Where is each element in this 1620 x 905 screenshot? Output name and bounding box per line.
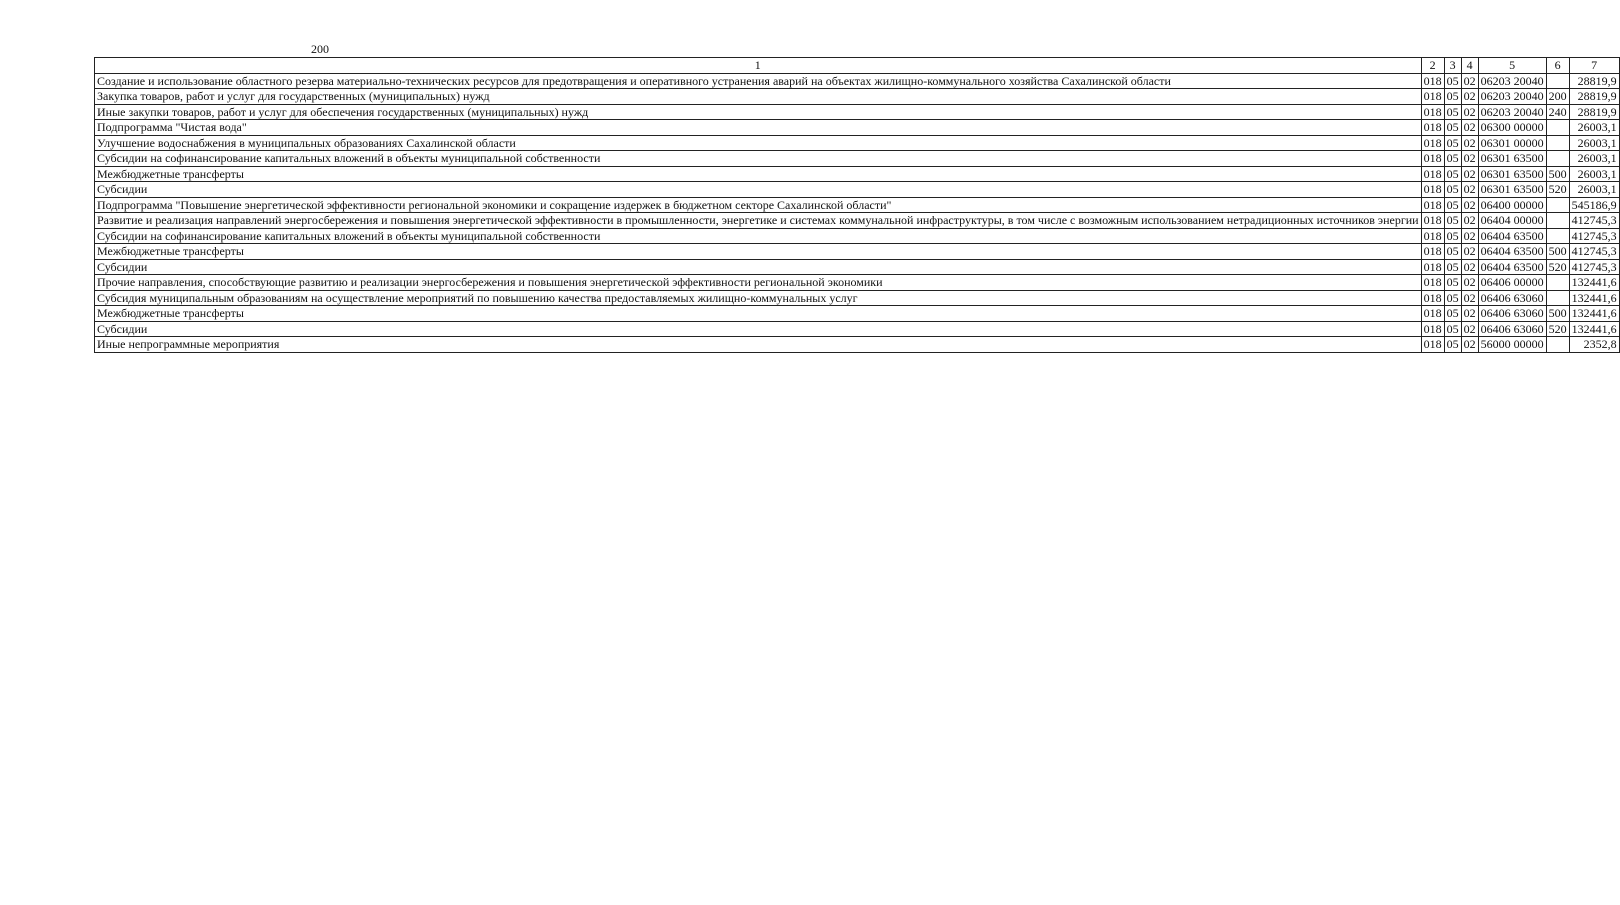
row-code-ministry: 018 [1421,244,1444,260]
table-row [95,259,1620,275]
table-row [95,182,1620,198]
table-row [95,120,1620,136]
row-amount: 26003,1 [1569,151,1619,167]
row-code-ministry: 018 [1421,228,1444,244]
table-row [95,290,1620,306]
row-name: Субсидии [95,321,1422,337]
row-code-target: 06406 63060 [1478,321,1546,337]
row-amount: 28819,9 [1569,73,1619,89]
table-row [95,306,1620,322]
row-code-subsection: 02 [1461,89,1478,105]
page-number: 200 [311,42,329,56]
row-code-ministry: 018 [1421,213,1444,229]
row-amount: 2352,8 [1569,337,1619,353]
row-name: Межбюджетные трансферты [95,306,1422,322]
budget-table [94,57,1620,353]
table-row [95,321,1620,337]
row-amount: 26003,1 [1569,166,1619,182]
row-code-ministry: 018 [1421,73,1444,89]
row-name: Подпрограмма "Чистая вода" [95,120,1422,136]
table-row [95,151,1620,167]
row-code-subsection: 02 [1461,275,1478,291]
row-code-section: 05 [1444,259,1461,275]
row-amount: 545186,9 [1569,197,1619,213]
row-code-ministry: 018 [1421,337,1444,353]
row-name: Субсидии на софинансирование капитальных вложений в объекты муниципальной собственности [95,228,1422,244]
row-code-subsection: 02 [1461,244,1478,260]
row-code-expense-type: 520 [1546,259,1569,275]
row-amount: 412745,3 [1569,244,1619,260]
table-row [95,104,1620,120]
row-code-ministry: 018 [1421,135,1444,151]
row-amount: 26003,1 [1569,182,1619,198]
row-code-section: 05 [1444,73,1461,89]
row-code-section: 05 [1444,135,1461,151]
row-code-section: 05 [1444,120,1461,136]
row-name: Субсидия муниципальным образованиям на осуществление мероприятий по повышению качества предоставляемых жилищно-коммунальных услуг [95,290,1422,306]
header-col-6: 6 [1546,58,1569,74]
row-code-ministry: 018 [1421,104,1444,120]
row-code-section: 05 [1444,306,1461,322]
row-code-section: 05 [1444,89,1461,105]
row-code-subsection: 02 [1461,73,1478,89]
row-name: Субсидии на софинансирование капитальных вложений в объекты муниципальной собственности [95,151,1422,167]
row-amount: 132441,6 [1569,321,1619,337]
row-code-target: 06406 00000 [1478,275,1546,291]
row-code-target: 06203 20040 [1478,89,1546,105]
header-row [95,58,1620,74]
row-name: Прочие направления, способствующие развитию и реализации энергосбережения и повышения энергетической эффективности региональной экономики [95,275,1422,291]
row-code-target: 06406 63060 [1478,306,1546,322]
row-code-subsection: 02 [1461,259,1478,275]
header-col-3: 3 [1444,58,1461,74]
table-body [95,73,1620,352]
row-code-subsection: 02 [1461,290,1478,306]
row-code-expense-type: 500 [1546,244,1569,260]
row-code-section: 05 [1444,104,1461,120]
row-code-section: 05 [1444,337,1461,353]
row-code-ministry: 018 [1421,166,1444,182]
row-code-target: 06406 63060 [1478,290,1546,306]
row-code-subsection: 02 [1461,104,1478,120]
row-code-expense-type [1546,135,1569,151]
row-code-section: 05 [1444,244,1461,260]
row-name: Иные непрограммные мероприятия [95,337,1422,353]
row-code-ministry: 018 [1421,321,1444,337]
row-amount: 412745,3 [1569,259,1619,275]
row-name: Субсидии [95,182,1422,198]
row-code-ministry: 018 [1421,259,1444,275]
table-row [95,275,1620,291]
row-code-target: 06404 63500 [1478,228,1546,244]
row-amount: 132441,6 [1569,275,1619,291]
row-code-section: 05 [1444,321,1461,337]
table-row [95,197,1620,213]
row-code-subsection: 02 [1461,337,1478,353]
table-row [95,244,1620,260]
header-col-5: 5 [1478,58,1546,74]
row-name: Развитие и реализация направлений энергосбережения и повышения энергетической эффективности в промышленности, энергетике и системах коммунальной инфраструктуры, в том числе с возможным использованием нетрадиционных источников энергии [95,213,1422,229]
row-code-section: 05 [1444,197,1461,213]
row-code-subsection: 02 [1461,321,1478,337]
table-row [95,89,1620,105]
table-row [95,166,1620,182]
row-code-ministry: 018 [1421,89,1444,105]
row-code-ministry: 018 [1421,182,1444,198]
row-code-expense-type: 200 [1546,89,1569,105]
row-code-expense-type [1546,275,1569,291]
row-code-expense-type: 500 [1546,306,1569,322]
row-code-subsection: 02 [1461,306,1478,322]
row-amount: 412745,3 [1569,228,1619,244]
row-code-subsection: 02 [1461,182,1478,198]
row-name: Межбюджетные трансферты [95,166,1422,182]
row-code-target: 06301 00000 [1478,135,1546,151]
row-code-subsection: 02 [1461,228,1478,244]
row-code-expense-type: 520 [1546,321,1569,337]
table-row [95,213,1620,229]
row-code-ministry: 018 [1421,197,1444,213]
row-code-subsection: 02 [1461,166,1478,182]
row-code-target: 06400 00000 [1478,197,1546,213]
row-code-section: 05 [1444,275,1461,291]
row-code-subsection: 02 [1461,135,1478,151]
row-name: Иные закупки товаров, работ и услуг для обеспечения государственных (муниципальных) нужд [95,104,1422,120]
row-code-subsection: 02 [1461,151,1478,167]
row-code-expense-type: 520 [1546,182,1569,198]
row-name: Создание и использование областного резерва материально-технических ресурсов для предотвращения и оперативного устранения аварий на объектах жилищно-коммунального хозяйства Сахалинской области [95,73,1422,89]
header-col-7: 7 [1569,58,1619,74]
row-code-target: 06404 00000 [1478,213,1546,229]
table-row [95,337,1620,353]
row-code-expense-type [1546,228,1569,244]
row-code-section: 05 [1444,290,1461,306]
row-code-ministry: 018 [1421,306,1444,322]
row-code-expense-type [1546,197,1569,213]
row-code-expense-type [1546,120,1569,136]
row-code-target: 06203 20040 [1478,104,1546,120]
row-code-section: 05 [1444,228,1461,244]
row-code-expense-type [1546,213,1569,229]
row-code-section: 05 [1444,166,1461,182]
header-col-2: 2 [1421,58,1444,74]
row-code-target: 06203 20040 [1478,73,1546,89]
row-amount: 28819,9 [1569,89,1619,105]
row-code-section: 05 [1444,213,1461,229]
row-amount: 132441,6 [1569,306,1619,322]
table-row [95,228,1620,244]
row-name: Подпрограмма "Повышение энергетической эффективности региональной экономики и сокращение издержек в бюджетном секторе Сахалинской области" [95,197,1422,213]
row-amount: 26003,1 [1569,135,1619,151]
row-amount: 132441,6 [1569,290,1619,306]
row-code-expense-type: 500 [1546,166,1569,182]
header-col-1: 1 [95,58,1422,74]
row-code-target: 06404 63500 [1478,259,1546,275]
row-code-target: 06404 63500 [1478,244,1546,260]
row-code-ministry: 018 [1421,290,1444,306]
table-row [95,135,1620,151]
row-code-subsection: 02 [1461,213,1478,229]
row-code-subsection: 02 [1461,120,1478,136]
row-code-expense-type [1546,290,1569,306]
row-code-ministry: 018 [1421,151,1444,167]
row-code-target: 06300 00000 [1478,120,1546,136]
row-code-ministry: 018 [1421,275,1444,291]
row-code-expense-type [1546,337,1569,353]
row-code-subsection: 02 [1461,197,1478,213]
row-code-section: 05 [1444,182,1461,198]
row-code-ministry: 018 [1421,120,1444,136]
row-code-target: 06301 63500 [1478,151,1546,167]
row-name: Субсидии [95,259,1422,275]
row-code-target: 06301 63500 [1478,166,1546,182]
row-name: Улучшение водоснабжения в муниципальных образованиях Сахалинской области [95,135,1422,151]
row-code-target: 56000 00000 [1478,337,1546,353]
table-row [95,73,1620,89]
row-code-target: 06301 63500 [1478,182,1546,198]
row-code-expense-type [1546,151,1569,167]
row-name: Межбюджетные трансферты [95,244,1422,260]
row-amount: 28819,9 [1569,104,1619,120]
row-name: Закупка товаров, работ и услуг для государственных (муниципальных) нужд [95,89,1422,105]
row-code-section: 05 [1444,151,1461,167]
row-code-expense-type: 240 [1546,104,1569,120]
header-col-4: 4 [1461,58,1478,74]
row-code-expense-type [1546,73,1569,89]
row-amount: 26003,1 [1569,120,1619,136]
row-amount: 412745,3 [1569,213,1619,229]
